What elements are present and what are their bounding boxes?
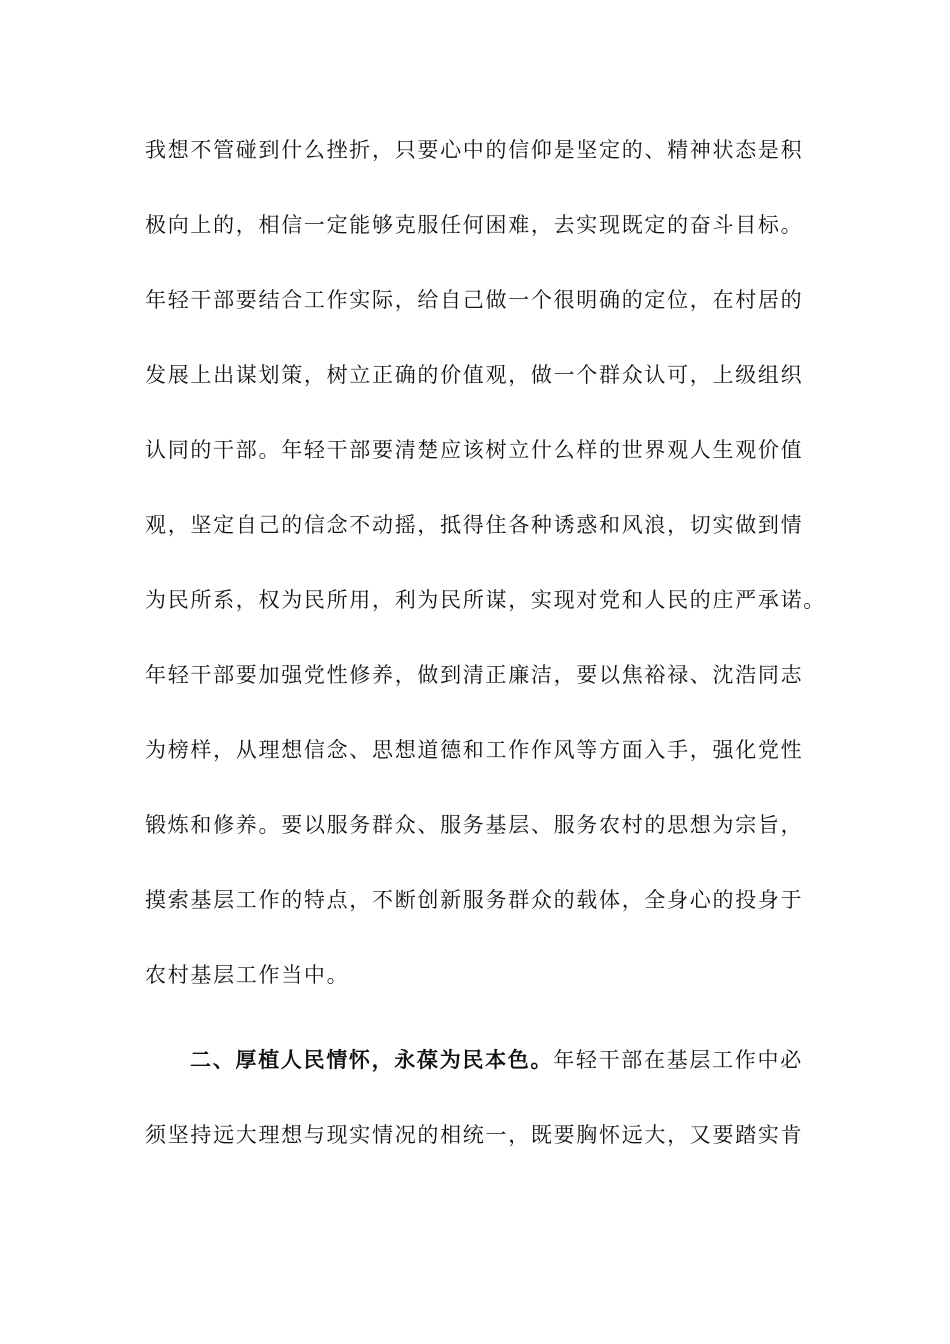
- paragraph-line: 年轻干部要加强党性修养，做到清正廉洁，要以焦裕禄、沈浩同志: [145, 663, 804, 687]
- paragraph-line: 锻炼和修养。要以服务群众、服务基层、服务农村的思想为宗旨，: [145, 813, 804, 837]
- paragraph-line: 发展上出谋划策，树立正确的价值观，做一个群众认可，上级组织: [145, 363, 804, 387]
- paragraph-line: 年轻干部要结合工作实际，给自己做一个很明确的定位，在村居的: [145, 288, 804, 312]
- paragraph-line: 我想不管碰到什么挫折，只要心中的信仰是坚定的、精神状态是积: [145, 138, 804, 162]
- section-two-first-line: [190, 1040, 805, 1080]
- paragraph-line: 认同的干部。年轻干部要清楚应该树立什么样的世界观人生观价值: [145, 438, 804, 462]
- paragraph-line: 农村基层工作当中。: [145, 963, 350, 987]
- paragraph-line: 极向上的，相信一定能够克服任何困难，去实现既定的奋斗目标。: [145, 213, 804, 237]
- section-two-heading: 二、厚植人民情怀，永葆为民本色。: [190, 1047, 554, 1072]
- paragraph-line: 须坚持远大理想与现实情况的相统一，既要胸怀远大，又要踏实肯: [145, 1123, 804, 1147]
- paragraph-line: 为民所系，权为民所用，利为民所谋，实现对党和人民的庄严承诺。: [145, 588, 826, 612]
- paragraph-line: 观，坚定自己的信念不动摇，抵得住各种诱惑和风浪，切实做到情: [145, 513, 804, 537]
- paragraph-line: 为榜样，从理想信念、思想道德和工作作风等方面入手，强化党性: [145, 738, 804, 762]
- paragraph-line: 摸索基层工作的特点，不断创新服务群众的载体，全身心的投身于: [145, 888, 804, 912]
- section-two-text: 年轻干部在基层工作中必: [553, 1048, 803, 1072]
